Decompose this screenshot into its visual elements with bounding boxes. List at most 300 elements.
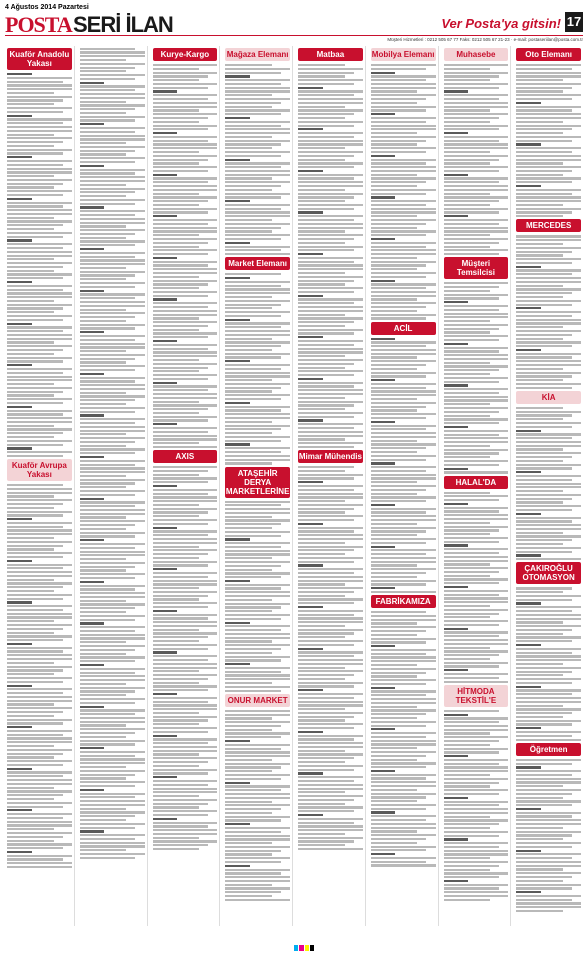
ad-text-line	[153, 193, 200, 195]
ad-text-line	[298, 419, 323, 421]
ad-text-line	[516, 686, 541, 688]
ad-text-line	[298, 546, 363, 548]
ad-text-line	[516, 304, 572, 306]
ad-text-line	[80, 706, 105, 708]
ad-text-line	[7, 451, 72, 453]
ad-text-line	[225, 861, 281, 863]
ad-text-line	[444, 136, 509, 138]
ad-text-line	[371, 249, 436, 251]
ad-text-line	[298, 109, 363, 111]
ad-text-line	[298, 227, 363, 229]
ad-text-line	[516, 823, 581, 825]
column-3	[151, 46, 221, 926]
ad-text-line	[444, 782, 500, 784]
ad-text-line	[298, 553, 345, 555]
ad-text-line	[516, 640, 572, 642]
ad-text-line	[298, 829, 363, 831]
ad-text-line	[80, 172, 136, 174]
ad-text-line	[298, 477, 354, 479]
ad-text-line	[371, 345, 427, 347]
ad-text-line	[371, 504, 396, 506]
ad-text-line	[225, 249, 281, 251]
ad-text-line	[7, 579, 54, 581]
ad-text-line	[298, 538, 363, 540]
ad-text-line	[516, 181, 572, 183]
section-heading: HALAL'DA	[444, 476, 509, 489]
ad-text-line	[7, 81, 63, 83]
ad-text-line	[371, 349, 436, 351]
ad-text-line	[80, 770, 145, 772]
ad-text-line	[7, 601, 32, 603]
ad-text-line	[153, 727, 218, 729]
ad-text-line	[298, 519, 354, 521]
ad-text-line	[371, 394, 436, 396]
ad-text-line	[153, 416, 218, 418]
ad-text-line	[225, 599, 272, 601]
ad-text-line	[225, 459, 290, 461]
ad-text-line	[516, 543, 563, 545]
ad-text-line	[225, 72, 281, 74]
ad-text-line	[153, 272, 218, 274]
ad-text-line	[444, 567, 509, 569]
ad-text-line	[371, 174, 418, 176]
section-heading: Mimar Mühendis	[298, 452, 362, 462]
ad-text-line	[153, 147, 218, 149]
ad-text-line	[80, 388, 145, 390]
ad-text-line	[444, 384, 469, 386]
ad-text-line	[80, 229, 145, 231]
ad-text-line	[7, 828, 54, 830]
ad-text-line	[444, 468, 469, 470]
ad-text-line	[516, 876, 572, 878]
section-heading: KİA	[516, 391, 581, 404]
ad-text-line	[371, 583, 427, 585]
ad-text-line	[516, 618, 581, 620]
ad-text-line	[153, 466, 218, 468]
ad-text-line	[225, 887, 290, 889]
ad-text-line	[153, 731, 209, 733]
ad-text-line	[153, 595, 209, 597]
ad-text-line	[225, 372, 290, 374]
ad-text-line	[153, 708, 218, 710]
ad-text-line	[298, 162, 363, 164]
ad-text-line	[516, 300, 581, 302]
ad-text-line	[80, 104, 145, 106]
ad-text-line	[444, 861, 509, 863]
ad-text-line	[7, 567, 63, 569]
ad-text-line	[298, 83, 354, 85]
ad-text-line	[225, 732, 290, 734]
ad-text-line	[516, 483, 581, 485]
ad-text-line	[298, 549, 354, 551]
ad-text-line	[7, 134, 54, 136]
ad-text-line	[153, 534, 209, 536]
posta-logo: POSTA	[5, 12, 72, 37]
ad-text-line	[153, 693, 178, 695]
ad-text-line	[80, 365, 145, 367]
ad-text-line	[225, 770, 272, 772]
ad-text-line	[7, 410, 72, 412]
ad-text-line	[80, 331, 105, 333]
ad-text-line	[80, 486, 127, 488]
ad-text-line	[444, 155, 509, 157]
ad-text-line	[7, 681, 63, 683]
ad-text-line	[298, 716, 354, 718]
ad-text-line	[444, 309, 500, 311]
ad-text-line	[516, 770, 581, 772]
ad-text-line	[153, 500, 218, 502]
ad-text-line	[371, 64, 436, 66]
ad-text-line	[516, 437, 572, 439]
ad-text-line	[153, 310, 218, 312]
ad-text-lines	[444, 64, 509, 255]
ad-text-line	[153, 712, 200, 714]
ad-text-line	[80, 698, 145, 700]
ad-text-line	[516, 460, 563, 462]
ad-text-line	[444, 147, 509, 149]
ad-text-line	[7, 564, 72, 566]
ad-text-line	[153, 181, 209, 183]
ad-text-line	[516, 663, 563, 665]
ad-text-line	[80, 702, 136, 704]
ad-text-line	[444, 242, 500, 244]
ad-text-line	[153, 283, 209, 285]
ad-text-line	[7, 266, 63, 268]
ad-text-line	[298, 404, 354, 406]
ad-text-line	[298, 389, 363, 391]
ad-text-line	[7, 484, 63, 486]
ad-text-line	[371, 98, 427, 100]
ad-text-line	[153, 162, 200, 164]
ad-text-line	[298, 485, 363, 487]
ad-text-line	[371, 672, 427, 674]
ad-text-line	[298, 651, 363, 653]
ad-text-line	[225, 838, 290, 840]
ad-text-line	[80, 305, 145, 307]
ad-text-line	[298, 401, 363, 403]
ad-text-line	[7, 843, 72, 845]
ad-text-line	[7, 662, 54, 664]
ad-text-line	[371, 690, 436, 692]
ad-text-line	[7, 198, 32, 200]
ad-text-lines	[298, 64, 363, 448]
seri-ilan-logo: SERİ İLAN	[73, 12, 173, 37]
ad-text-line	[371, 162, 427, 164]
ad-text-line	[298, 291, 354, 293]
ad-text-line	[444, 313, 509, 315]
ad-text-line	[371, 515, 436, 517]
ad-text-line	[444, 316, 509, 318]
ad-text-line	[7, 764, 63, 766]
ad-text-line	[225, 204, 290, 206]
ad-text-line	[225, 281, 290, 283]
ad-text-line	[444, 358, 509, 360]
ad-text-line	[298, 249, 354, 251]
ad-text-line	[516, 215, 563, 217]
ad-text-line	[7, 688, 72, 690]
ad-text-line	[516, 239, 581, 241]
ad-text-line	[225, 83, 281, 85]
ad-text-line	[153, 242, 209, 244]
ad-text-line	[444, 669, 469, 671]
ad-text-line	[371, 451, 418, 453]
ad-text-line	[516, 254, 563, 256]
ad-text-line	[298, 370, 363, 372]
ad-text-line	[444, 253, 500, 255]
ad-text-line	[516, 441, 581, 443]
ad-text-line	[225, 364, 290, 366]
ad-text-line	[298, 530, 354, 532]
ad-text-line	[225, 170, 290, 172]
ad-text-line	[225, 387, 281, 389]
ad-text-line	[516, 838, 563, 840]
ad-text-line	[7, 209, 72, 211]
ad-text-line	[7, 707, 72, 709]
section-heading: Mobilya Elemanı	[371, 50, 435, 59]
ad-text-line	[153, 196, 218, 198]
ad-text-line	[225, 603, 290, 605]
ad-text-line	[516, 411, 581, 413]
ad-text-line	[7, 168, 72, 170]
ad-text-line	[371, 789, 418, 791]
ad-text-line	[80, 509, 145, 511]
ad-text-line	[7, 323, 32, 325]
ad-text-line	[7, 862, 72, 864]
ad-text-line	[7, 719, 72, 721]
ad-text-line	[516, 185, 541, 187]
ad-text-line	[153, 750, 218, 752]
ad-text-line	[153, 685, 218, 687]
ad-text-line	[371, 140, 427, 142]
ad-text-line	[153, 697, 218, 699]
ad-text-line	[153, 689, 209, 691]
ad-text-line	[80, 774, 136, 776]
ad-text-line	[153, 408, 209, 410]
ad-text-line	[444, 381, 500, 383]
ad-text-line	[7, 220, 72, 222]
ad-text-line	[444, 662, 509, 664]
ad-text-line	[153, 280, 218, 282]
ad-text-line	[80, 709, 145, 711]
ad-text-line	[153, 257, 178, 259]
ad-text-line	[153, 788, 218, 790]
ad-text-line	[7, 115, 32, 117]
ad-text-line	[371, 113, 396, 115]
ad-text-line	[225, 778, 281, 780]
ad-text-line	[80, 267, 127, 269]
ad-text-line	[298, 446, 354, 448]
ad-text-line	[225, 177, 272, 179]
ad-text-line	[153, 527, 178, 529]
ad-text-line	[80, 452, 136, 454]
ad-text-line	[80, 740, 145, 742]
ad-text-line	[298, 757, 354, 759]
ad-text-line	[80, 498, 105, 500]
ad-text-line	[444, 499, 500, 501]
ad-text-line	[444, 434, 500, 436]
ad-text-line	[516, 602, 541, 604]
ad-text-line	[298, 219, 354, 221]
ad-text-line	[153, 359, 200, 361]
ad-text-line	[371, 702, 436, 704]
ad-text-line	[298, 761, 345, 763]
ad-text-line	[371, 830, 418, 832]
ad-text-line	[225, 782, 250, 784]
ad-text-line	[225, 831, 281, 833]
ad-text-line	[153, 90, 178, 92]
ad-text-line	[153, 719, 209, 721]
ad-text-line	[153, 419, 209, 421]
ad-text-line	[80, 48, 136, 50]
ad-text-line	[225, 736, 281, 738]
ad-text-line	[225, 808, 281, 810]
ad-text-line	[7, 436, 54, 438]
ad-text-line	[516, 475, 581, 477]
ad-text-line	[225, 345, 281, 347]
ad-text-line	[80, 395, 145, 397]
ad-text-line	[371, 402, 436, 404]
ad-text-line	[153, 791, 218, 793]
ad-text-line	[80, 649, 136, 651]
ad-text-line	[516, 235, 581, 237]
ad-text-line	[153, 287, 200, 289]
ad-text-line	[516, 712, 572, 714]
ad-text-line	[371, 364, 427, 366]
ad-text-line	[371, 109, 427, 111]
ad-text-line	[371, 302, 436, 304]
ad-text-line	[80, 135, 145, 137]
ad-text-line	[371, 808, 427, 810]
ad-text-line	[298, 200, 345, 202]
ad-text-line	[80, 59, 127, 61]
ad-text-line	[7, 741, 72, 743]
ad-text-line	[444, 850, 509, 852]
ad-text-line	[516, 68, 572, 70]
ad-text-line	[7, 84, 72, 86]
ad-text-line	[371, 500, 427, 502]
ad-text-line	[444, 492, 491, 494]
ad-text-line	[225, 196, 281, 198]
ad-text-line	[153, 298, 178, 300]
ad-text-line	[371, 770, 396, 772]
ad-text-line	[371, 102, 418, 104]
ad-text-line	[225, 865, 250, 867]
ad-text-line	[298, 697, 354, 699]
ad-text-line	[298, 359, 363, 361]
ad-text-line	[298, 253, 323, 255]
ad-text-line	[298, 591, 354, 593]
ad-text-line	[7, 495, 54, 497]
ad-text-line	[7, 658, 72, 660]
ad-text-line	[516, 456, 572, 458]
ad-text-line	[298, 329, 363, 331]
ad-text-line	[153, 321, 218, 323]
ad-text-line	[444, 75, 500, 77]
ad-text-line	[80, 445, 127, 447]
ad-text-line	[444, 437, 509, 439]
ad-text-line	[153, 716, 218, 718]
ad-text-line	[516, 842, 581, 844]
ad-text-line	[80, 736, 127, 738]
ad-text-line	[7, 866, 72, 868]
ad-text-line	[371, 230, 436, 232]
ad-text-line	[80, 82, 105, 84]
ad-text-lines	[7, 484, 72, 868]
ad-text-line	[80, 626, 145, 628]
ad-text-line	[444, 117, 500, 119]
ad-text-line	[225, 542, 290, 544]
column-4	[223, 46, 293, 926]
column-7	[442, 46, 512, 926]
ad-text-line	[516, 247, 581, 249]
ad-text-line	[225, 884, 272, 886]
ad-text-line	[80, 63, 145, 65]
ad-text-line	[7, 628, 63, 630]
ad-text-line	[225, 656, 290, 658]
ad-text-line	[444, 857, 491, 859]
ad-text-line	[153, 481, 209, 483]
ad-text-line	[80, 637, 145, 639]
ad-text-line	[153, 803, 209, 805]
ad-text-line	[7, 507, 54, 509]
ad-text-line	[298, 310, 363, 312]
ad-text-line	[298, 644, 354, 646]
ad-text-line	[225, 710, 290, 712]
ad-text-line	[7, 243, 72, 245]
ad-text-line	[371, 455, 436, 457]
ad-text-line	[7, 552, 72, 554]
ad-text-line	[225, 850, 281, 852]
ad-text-line	[7, 270, 54, 272]
ad-text-line	[225, 846, 290, 848]
ad-text-line	[516, 834, 572, 836]
ad-text-line	[7, 541, 72, 543]
ad-text-line	[298, 799, 354, 801]
ad-text-line	[516, 193, 572, 195]
ad-text-line	[516, 861, 581, 863]
ad-text-line	[371, 189, 436, 191]
ad-text-line	[516, 479, 572, 481]
ad-text-line	[444, 377, 509, 379]
ad-text-line	[444, 362, 491, 364]
ad-text-line	[7, 613, 72, 615]
ad-text-line	[516, 701, 581, 703]
ad-text-line	[298, 174, 363, 176]
ad-text-line	[225, 508, 290, 510]
ad-text-line	[444, 635, 500, 637]
ad-text-line	[444, 865, 500, 867]
ad-text-line	[80, 191, 136, 193]
ad-text-line	[153, 625, 218, 627]
ad-text-line	[516, 781, 581, 783]
ad-text-line	[80, 101, 127, 103]
ad-text-line	[298, 655, 354, 657]
ad-text-line	[298, 132, 363, 134]
ad-text-line	[80, 290, 105, 292]
ad-text-line	[225, 576, 281, 578]
ad-text-line	[225, 561, 290, 563]
ad-text-line	[516, 648, 581, 650]
ad-text-line	[7, 821, 72, 823]
ad-text-line	[7, 711, 63, 713]
ad-text-line	[7, 186, 54, 188]
ad-text-line	[371, 356, 418, 358]
ad-text-line	[225, 819, 281, 821]
ad-text-line	[371, 375, 427, 377]
ad-text-line	[444, 552, 500, 554]
ad-text-line	[298, 363, 354, 365]
ad-text-line	[80, 199, 145, 201]
